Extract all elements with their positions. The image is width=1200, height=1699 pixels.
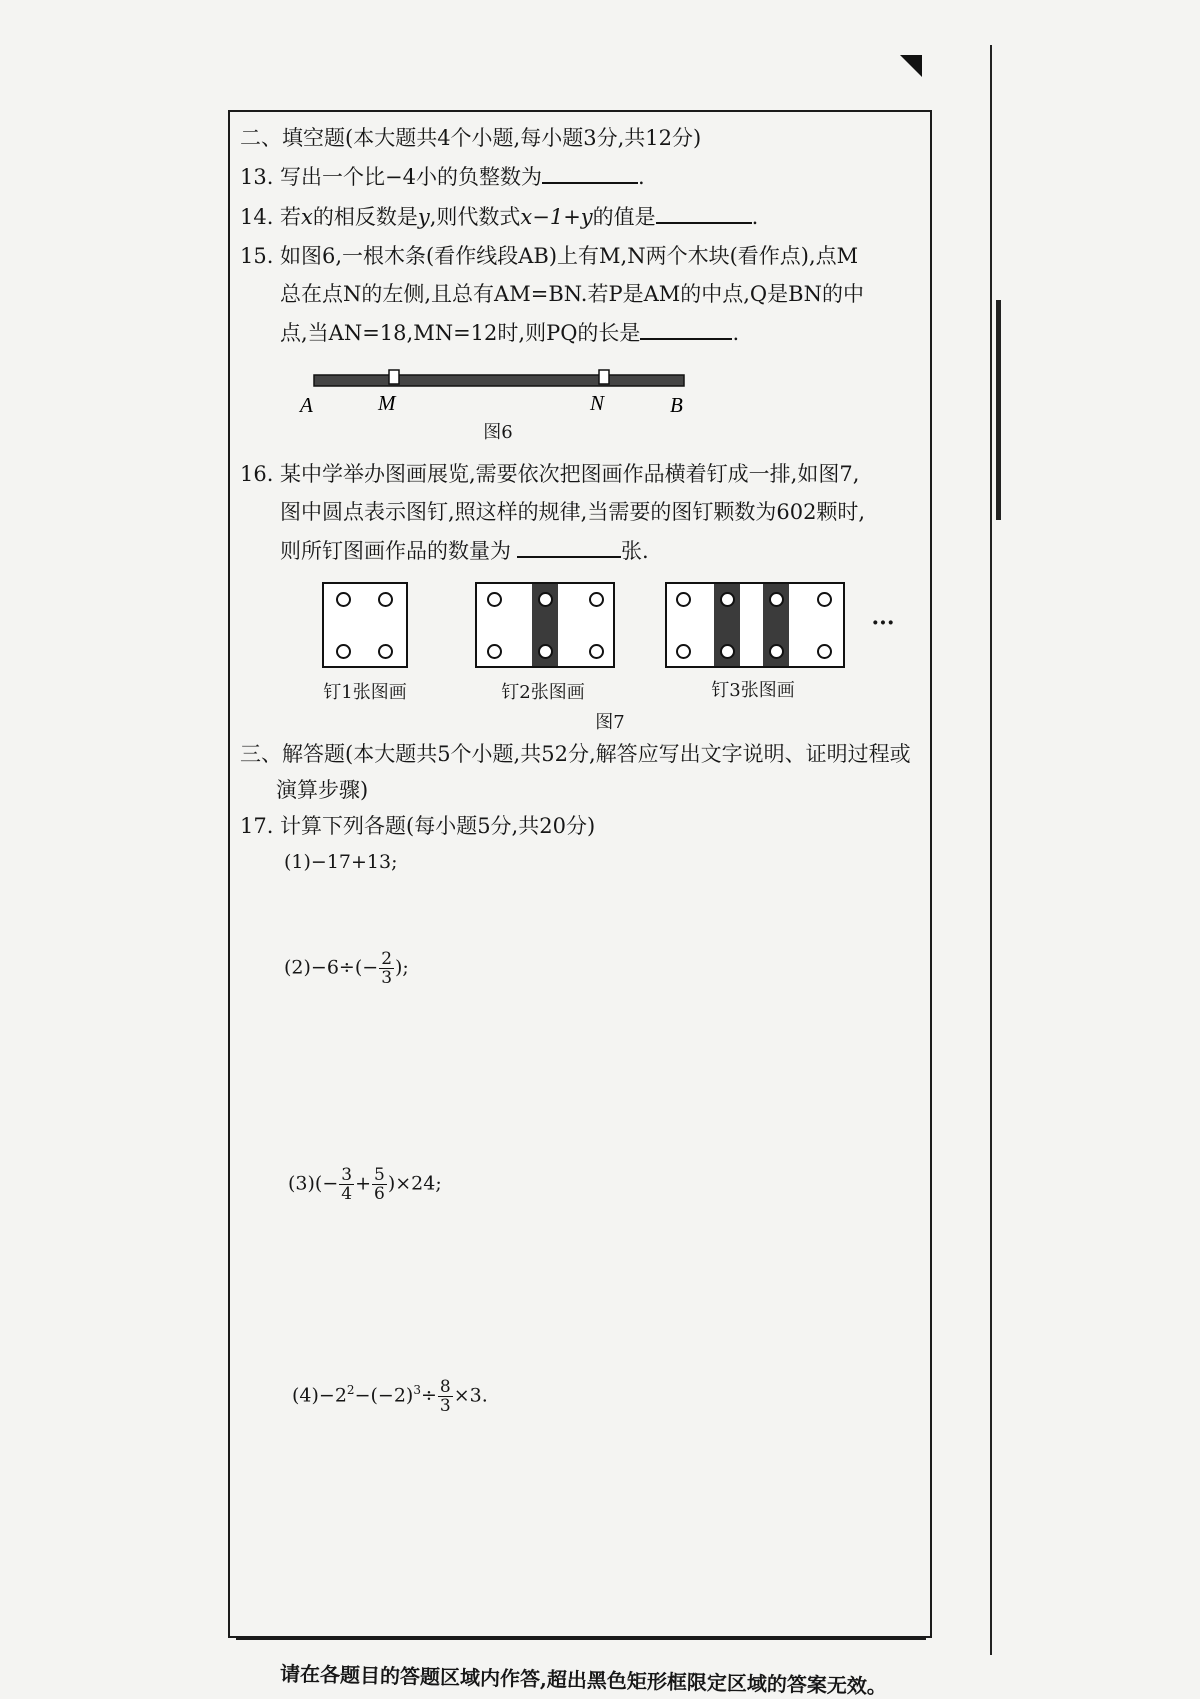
question-16-line2: 图中圆点表示图钉,照这样的规律,当需要的图钉颗数为602颗时, (280, 500, 866, 524)
fraction-numerator: 8 (439, 1376, 451, 1397)
pin-icon (769, 644, 784, 659)
pin-icon (378, 644, 393, 659)
label-n: N (590, 391, 605, 415)
question-16-line3 (280, 536, 649, 565)
q17-p4-prefix: (4)−2 (292, 1384, 347, 1407)
section2-heading: 二、填空题(本大题共4个小题,每小题3分,共12分) (240, 126, 702, 150)
q17-p3-fraction-1 (339, 1166, 354, 1203)
q16-answer-blank[interactable] (517, 536, 621, 558)
picture-3-label: 钉3张图画 (711, 680, 795, 701)
picture-2 (475, 582, 615, 668)
footer-divider (236, 1638, 926, 1640)
pin-icon (538, 592, 553, 607)
q16-number: 16. (240, 462, 274, 486)
pin-icon (487, 592, 502, 607)
question-16-line1 (240, 460, 859, 488)
question-14 (240, 202, 758, 231)
q17-p2-prefix: (2)−6÷(− (284, 956, 379, 979)
question-17 (240, 812, 595, 840)
section3-heading-line2: 演算步骤) (276, 778, 369, 802)
fraction-numerator: 5 (374, 1165, 385, 1185)
fraction-numerator: 2 (381, 949, 393, 969)
q17-p4-fraction (438, 1378, 453, 1415)
pin-icon (676, 644, 691, 659)
q17-p4-exponent-1: 2 (346, 1383, 355, 1397)
q13-number: 13. (240, 165, 274, 189)
q14-expression: x−1+y (520, 205, 593, 229)
q15-answer-blank[interactable] (640, 318, 732, 340)
fraction-denominator: 3 (439, 1395, 451, 1416)
q13-end: . (637, 165, 645, 189)
block-m (389, 370, 399, 384)
pin-icon (589, 592, 604, 607)
pin-icon (720, 592, 735, 607)
scan-shadow-bar (996, 300, 1001, 520)
q15-line3-text: 点,当AN=18,MN=12时,则PQ的长是 (280, 321, 641, 345)
q16-line3-text: 则所钉图画作品的数量为 (280, 539, 511, 563)
pin-icon (336, 644, 351, 659)
q17-part-4 (292, 1376, 488, 1415)
q15-end: . (732, 321, 740, 345)
fraction-numerator: 3 (341, 1165, 353, 1185)
question-13 (240, 162, 645, 191)
fraction-denominator: 4 (341, 1184, 353, 1204)
q17-number: 17. (240, 814, 274, 838)
q15-number: 15. (240, 244, 274, 268)
q15-line1: 如图6,一根木条(看作线段AB)上有M,N两个木块(看作点),点M (280, 244, 859, 268)
fraction-denominator: 3 (381, 968, 393, 988)
q13-text: 写出一个比−4小的负整数为 (280, 165, 542, 189)
q17-p2-fraction (379, 950, 394, 987)
section3-heading-line1: 三、解答题(本大题共5个小题,共52分,解答应写出文字说明、证明过程或 (240, 742, 911, 766)
q14-text-d: 的值是 (592, 205, 656, 229)
pin-icon (676, 592, 691, 607)
label-a: A (300, 393, 313, 417)
q14-answer-blank[interactable] (656, 202, 752, 224)
q17-p2-suffix: ); (395, 956, 409, 979)
q16-unit: 张. (621, 539, 649, 563)
pin-icon (589, 644, 604, 659)
pin-icon (817, 644, 832, 659)
figure-6-caption: 图6 (483, 422, 513, 443)
q17-p4-mid: −(−2) (354, 1384, 414, 1407)
pin-icon (487, 644, 502, 659)
q17-p4-divide: ÷ (420, 1384, 437, 1407)
question-15-line2: 总在点N的左侧,且总有AM=BN.若P是AM的中点,Q是BN的中 (280, 282, 864, 306)
label-m: M (378, 391, 396, 415)
label-b: B (670, 393, 683, 417)
q14-var-x: x (301, 205, 313, 229)
question-15-line1 (240, 242, 858, 270)
ellipsis: ··· (871, 610, 895, 636)
picture-2-label: 钉2张图画 (501, 682, 585, 703)
pin-icon (538, 644, 553, 659)
fraction-denominator: 6 (374, 1184, 385, 1204)
figure-7-caption: 图7 (595, 712, 625, 733)
q17-part-2 (284, 950, 409, 987)
q17-p4-exponent-2: 3 (413, 1383, 421, 1397)
pin-icon (817, 592, 832, 607)
block-n (599, 370, 609, 384)
wood-strip (314, 375, 684, 386)
picture-1-label: 钉1张图画 (323, 682, 407, 703)
q14-number: 14. (240, 205, 274, 229)
q17-p3-fraction-2 (372, 1166, 387, 1203)
page-edge-line (990, 45, 992, 1655)
pin-icon (336, 592, 351, 607)
pin-icon (720, 644, 735, 659)
q13-answer-blank[interactable] (542, 162, 638, 184)
q17-title: 计算下列各题(每小题5分,共20分) (280, 814, 596, 838)
q14-var-y: y (417, 205, 430, 229)
q14-end: . (751, 205, 759, 229)
q17-p4-suffix: ×3. (453, 1384, 488, 1407)
q14-text-c: ,则代数式 (429, 205, 521, 229)
q17-p3-suffix: )×24; (387, 1172, 442, 1195)
footer-notice: 请在各题目的答题区域内作答,超出黑色矩形框限定区域的答案无效。 (279, 1661, 888, 1699)
q14-text-b: 的相反数是 (312, 205, 418, 229)
q17-p3-prefix: (3)(− (288, 1172, 339, 1195)
corner-triangle-mark (900, 55, 922, 77)
picture-1 (322, 582, 408, 668)
pin-icon (378, 592, 393, 607)
q17-part-1: (1)−17+13; (284, 851, 398, 873)
q14-text-a: 若 (280, 205, 301, 229)
q16-line1: 某中学举办图画展览,需要依次把图画作品横着钉成一排,如图7, (280, 462, 860, 486)
question-15-line3 (280, 318, 739, 347)
pin-icon (769, 592, 784, 607)
q17-part-3 (288, 1166, 442, 1203)
q17-p3-plus: + (355, 1172, 371, 1195)
picture-3 (665, 582, 845, 668)
